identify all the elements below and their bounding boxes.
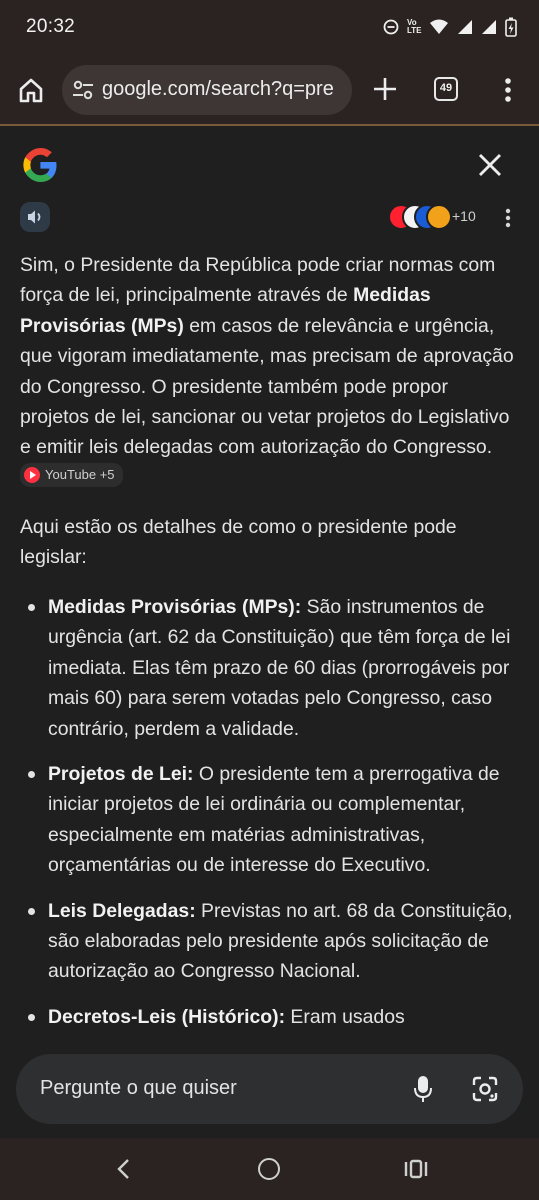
source-chip[interactable] [20, 463, 123, 487]
more-vert-icon[interactable] [496, 74, 520, 106]
plus-icon[interactable] [370, 74, 400, 104]
answer-intro-bold: Medidas Provisórias (MPs) [20, 284, 431, 337]
list-item-title: Decretos-Leis (Histórico): [48, 1005, 286, 1028]
speaker-icon [20, 202, 50, 232]
list-item-title: Projetos de Lei: [48, 763, 194, 786]
do-not-disturb-icon [383, 19, 399, 35]
nav-home-button[interactable] [258, 1158, 280, 1180]
list-item-text: Eram usados [285, 1005, 405, 1028]
status-time: 20:32 [26, 16, 76, 37]
volte-icon: Vo LTE [407, 18, 422, 35]
details-intro: Aqui estão os detalhes de como o presidente pode legislar: [20, 516, 457, 569]
status-bar [0, 0, 539, 56]
points-list [20, 592, 520, 1047]
address-bar[interactable] [62, 65, 352, 115]
list-item-text: São instrumentos de urgência (art. 62 da Constituição) que têm força de lei imediata. Elas têm prazo de 60 dias (prorrogáveis por mais 60) para serem votadas pelo Congresso, caso contrário, perdem a validade. [48, 596, 511, 740]
battery-icon [505, 17, 517, 37]
list-item [20, 896, 520, 987]
listen-button[interactable] [20, 202, 50, 232]
list-item-title: Leis Delegadas: [48, 899, 196, 922]
home-icon[interactable] [16, 75, 46, 105]
close-icon[interactable] [475, 150, 505, 180]
list-item [20, 592, 520, 744]
source-chip-label: YouTube +5 [45, 466, 115, 482]
signal-icon [457, 19, 473, 35]
url-text[interactable]: google.com/search?q=pre [102, 78, 334, 100]
answer-intro-text: Sim, o Presidente da República pode criar normas com força de lei, principalmente através de [20, 254, 496, 307]
status-icons [383, 14, 517, 40]
ask-placeholder[interactable]: Pergunte o que quiser [40, 1077, 237, 1099]
ai-answer-panel [0, 126, 539, 1138]
signal-icon [481, 19, 497, 35]
list-item [20, 759, 520, 881]
source-icons[interactable] [388, 204, 452, 230]
back-icon[interactable] [114, 1158, 134, 1180]
system-nav-bar [0, 1138, 539, 1200]
lens-icon[interactable] [471, 1075, 499, 1103]
answer-intro-rest: em casos de relevância e urgência, que vigoram imediatamente, mas precisam de aprovação do Congresso. O presidente também pode propor projetos de lei, sancionar ou vetar projetos do Legislativo e emitir leis delegadas com autorização do Congresso. [20, 314, 514, 459]
list-item-text: Previstas no art. 68 da Constituição, são elaboradas pelo presidente após solicitação de autorização ao Congresso Nacional. [48, 899, 513, 983]
sources-count[interactable]: +10 [452, 208, 476, 224]
mic-icon[interactable] [413, 1074, 433, 1104]
list-item-title: Medidas Provisórias (MPs): [48, 596, 302, 618]
tab-switcher-button[interactable]: 49 [434, 77, 458, 101]
youtube-icon [24, 467, 40, 483]
answer-paragraph [20, 250, 520, 495]
source-icon [426, 204, 452, 230]
recents-icon[interactable] [404, 1159, 428, 1179]
list-item-text: O presidente tem a prerrogativa de iniciar projetos de lei ordinária ou complementar, especialmente em matérias administrativas, orçamentárias ou de interesse do Executivo. [48, 763, 500, 877]
browser-toolbar [0, 56, 539, 124]
google-logo-icon [18, 143, 62, 187]
more-vert-icon[interactable] [498, 206, 518, 230]
ask-input[interactable] [16, 1054, 523, 1124]
list-item [20, 1002, 520, 1032]
tune-icon[interactable] [72, 79, 94, 101]
wifi-icon [429, 19, 449, 35]
